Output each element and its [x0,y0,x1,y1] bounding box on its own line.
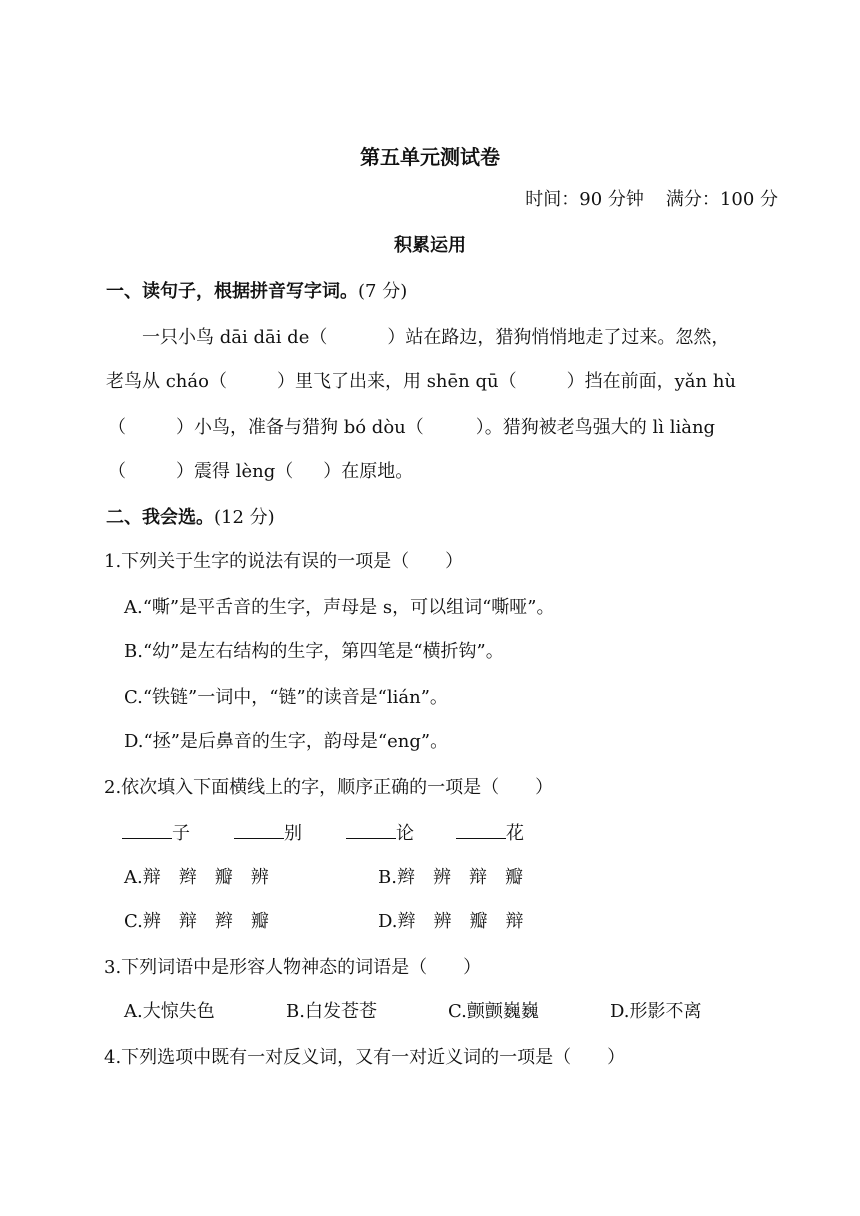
q1-line-1 [142,326,729,350]
q2-title: 二、我会选。 [106,507,214,528]
q2-item2-blank-3 [346,820,414,846]
q1-score: (7 分) [358,281,408,302]
q1-line-4 [108,460,413,484]
q1-title: 一、读句子，根据拼音写字词。 [106,281,358,302]
q1-line2-seg1: 老鸟从 cháo（ [106,371,227,392]
q1-line4-seg3: ）在原地。 [323,461,414,482]
q2-item3-option-d[interactable]: D.形影不离 [610,1001,702,1022]
answer-underline[interactable] [122,820,172,839]
q1-line3-seg2: ）小鸟，准备与猎狗 bó dòu（ [176,417,424,438]
q1-line1-seg1: 一只小鸟 dāi dāi de（ [142,327,328,348]
time-limit: 时间：90 分钟 [525,189,644,210]
q1-heading [106,280,407,304]
answer-underline[interactable] [234,820,284,839]
q2-item2-option-b[interactable]: B.辫 辨 辩 瓣 [378,867,523,888]
q2-score: (12 分) [214,507,275,528]
q2-item2-blank-1 [122,820,190,846]
blank-char: 子 [172,823,190,844]
q1-line1-seg2: ）站在路边，猎狗悄悄地走了过来。忽然， [387,327,730,348]
q2-item2-option-a[interactable]: A.辩 辫 瓣 辨 [124,867,269,888]
blank-char: 论 [396,823,414,844]
q1-line3-seg3: ）。猎狗被老鸟强大的 lì liàng [475,417,716,438]
q1-line-3 [108,416,715,440]
q2-item2-stem: 2.依次填入下面横线上的字，顺序正确的一项是（ ） [104,777,554,798]
q1-line-2 [106,370,736,394]
q2-item2-blank-2 [234,820,302,846]
q2-item1-option-a[interactable]: A.“嘶”是平舌音的生字，声母是 s，可以组词“嘶哑”。 [124,597,555,618]
q2-item3-option-b[interactable]: B.白发苍苍 [286,1001,377,1022]
q1-line3-seg1: （ [108,417,126,438]
q2-item1-stem: 1.下列关于生字的说法有误的一项是（ ） [104,551,464,572]
q2-heading [106,506,275,530]
q2-item1-option-b[interactable]: B.“幼”是左右结构的生字，第四笔是“横折钩”。 [124,641,504,662]
q2-item3-option-a[interactable]: A.大惊失色 [124,1001,215,1022]
blank-char: 花 [506,823,524,844]
q1-line2-seg3: ）挡在前面，yǎn hù [566,371,737,392]
q2-item2-blank-4 [456,820,524,846]
q2-item3-option-c[interactable]: C.颤颤巍巍 [448,1001,539,1022]
answer-underline[interactable] [456,820,506,839]
full-score: 满分：100 分 [665,189,778,210]
q1-line4-seg1: （ [108,461,126,482]
q1-line2-seg2: ）里飞了出来，用 shēn qū（ [276,371,517,392]
section-title: 积累运用 [394,235,466,256]
q2-item3-stem: 3.下列词语中是形容人物神态的词语是（ ） [104,957,482,978]
blank-char: 别 [284,823,302,844]
q2-item2-option-c[interactable]: C.辨 辩 辫 瓣 [124,911,269,932]
q1-line4-seg2: ）震得 lèng（ [176,461,294,482]
q2-item2-option-d[interactable]: D.辫 辨 瓣 辩 [378,911,524,932]
q2-item1-option-c[interactable]: C.“铁链”一词中，“链”的读音是“lián”。 [124,687,448,708]
q2-item1-option-d[interactable]: D.“拯”是后鼻音的生字，韵母是“eng”。 [124,731,449,752]
answer-underline[interactable] [346,820,396,839]
q2-item4-stem: 4.下列选项中既有一对反义词，又有一对近义词的一项是（ ） [104,1047,626,1068]
page-title: 第五单元测试卷 [360,145,500,169]
exam-meta [525,188,778,212]
